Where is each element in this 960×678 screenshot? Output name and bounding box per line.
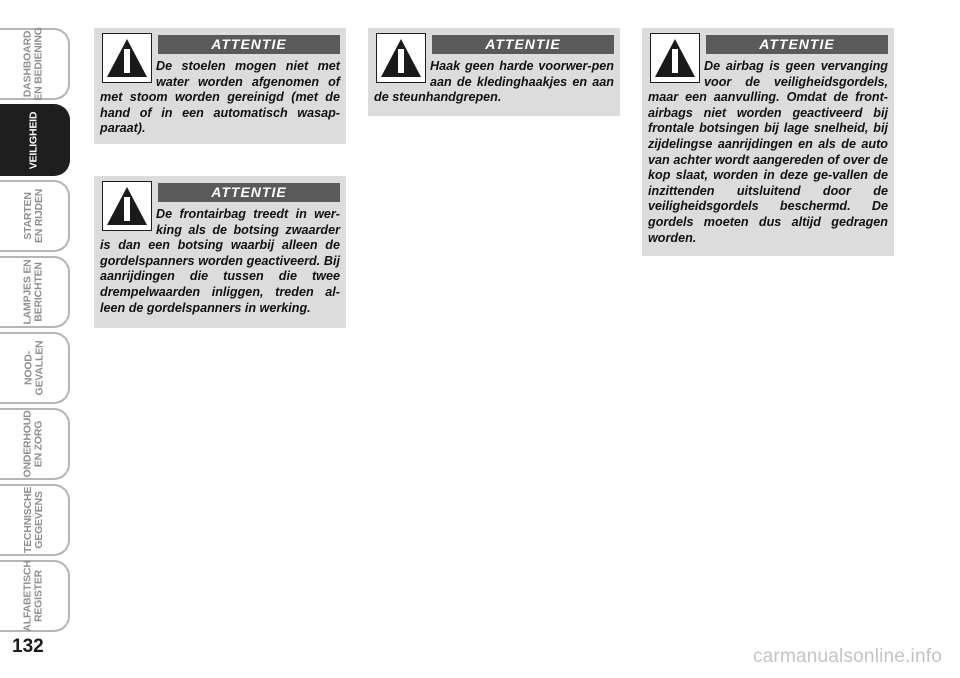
warning-text: De frontairbag treedt in wer-king als de botsing zwaarder is dan een botsing waarbij alleen de gordelspanners worden geactiveerd. Bij aanrijdingen die tussen die twee drempelwaarden inliggen, treden al-leen de gordelspanners in werking. xyxy=(100,207,340,315)
warning-header xyxy=(100,181,340,207)
warning-triangle-icon xyxy=(102,33,152,83)
warning-box-frontairbag xyxy=(94,176,346,328)
tab-technische-gegevens[interactable] xyxy=(0,484,70,556)
warning-header xyxy=(100,33,340,59)
tab-label: VEILIGHEID xyxy=(27,111,40,169)
tab-starten-en-rijden[interactable] xyxy=(0,180,70,252)
tab-label: TECHNISCHE GEGEVENS xyxy=(21,486,45,554)
warning-triangle-icon xyxy=(376,33,426,83)
warning-title: ATTENTIE xyxy=(158,35,340,54)
watermark: carmanualsonline.info xyxy=(752,646,942,667)
warning-text: De stoelen mogen niet met water worden afgenomen of met stoom worden gereinigd (met de hand of in een automatisch wasap-paraat). xyxy=(100,59,340,136)
warning-header xyxy=(374,33,614,59)
page-number: 132 xyxy=(12,636,44,657)
tab-dashboard-en-bediening[interactable] xyxy=(0,28,70,100)
tab-noodgevallen[interactable] xyxy=(0,332,70,404)
tab-veiligheid[interactable] xyxy=(0,104,70,176)
tab-label: LAMPJES EN BERICHTEN xyxy=(21,259,45,325)
warning-title: ATTENTIE xyxy=(706,35,888,54)
warning-title: ATTENTIE xyxy=(432,35,614,54)
tab-lampjes-en-berichten[interactable] xyxy=(0,256,70,328)
warning-box-airbag-gordels xyxy=(642,28,894,256)
tab-label: STARTEN EN RIJDEN xyxy=(22,188,45,244)
chapter-tabs xyxy=(0,27,72,632)
tab-label: NOOD- GEVALLEN xyxy=(21,340,45,396)
tab-label: ONDERHOUD EN ZORG xyxy=(21,410,45,478)
warning-title: ATTENTIE xyxy=(158,183,340,202)
warning-triangle-icon xyxy=(102,181,152,231)
warning-box-kledinghaakjes xyxy=(368,28,620,116)
warning-box-stoelen xyxy=(94,28,346,144)
warning-header xyxy=(648,33,888,59)
tab-alfabetisch-register[interactable] xyxy=(0,560,70,632)
warning-text: De airbag is geen vervanging voor de veiligheidsgordels, maar een aanvulling. Omdat de front-airbags niet worden geactiveerd bij frontale botsingen bij lage snelheid, bij zijdelingse aanrijdingen en als de auto van achter wordt aangereden of over de kop slaat, worden in deze ge-vallen de inzittenden uitsluitend door de veiligheidsgordels beschermd. De gordels moeten dus altijd gedragen worden. xyxy=(648,59,888,245)
tab-onderhoud-en-zorg[interactable] xyxy=(0,408,70,480)
warning-triangle-icon xyxy=(650,33,700,83)
tab-label: DASHBOARD EN BEDIENING xyxy=(22,27,46,101)
warning-text: Haak geen harde voorwer-pen aan de kledinghaakjes en aan de steunhandgrepen. xyxy=(374,59,614,105)
tab-label: ALFABETISCH REGISTER xyxy=(22,560,45,632)
